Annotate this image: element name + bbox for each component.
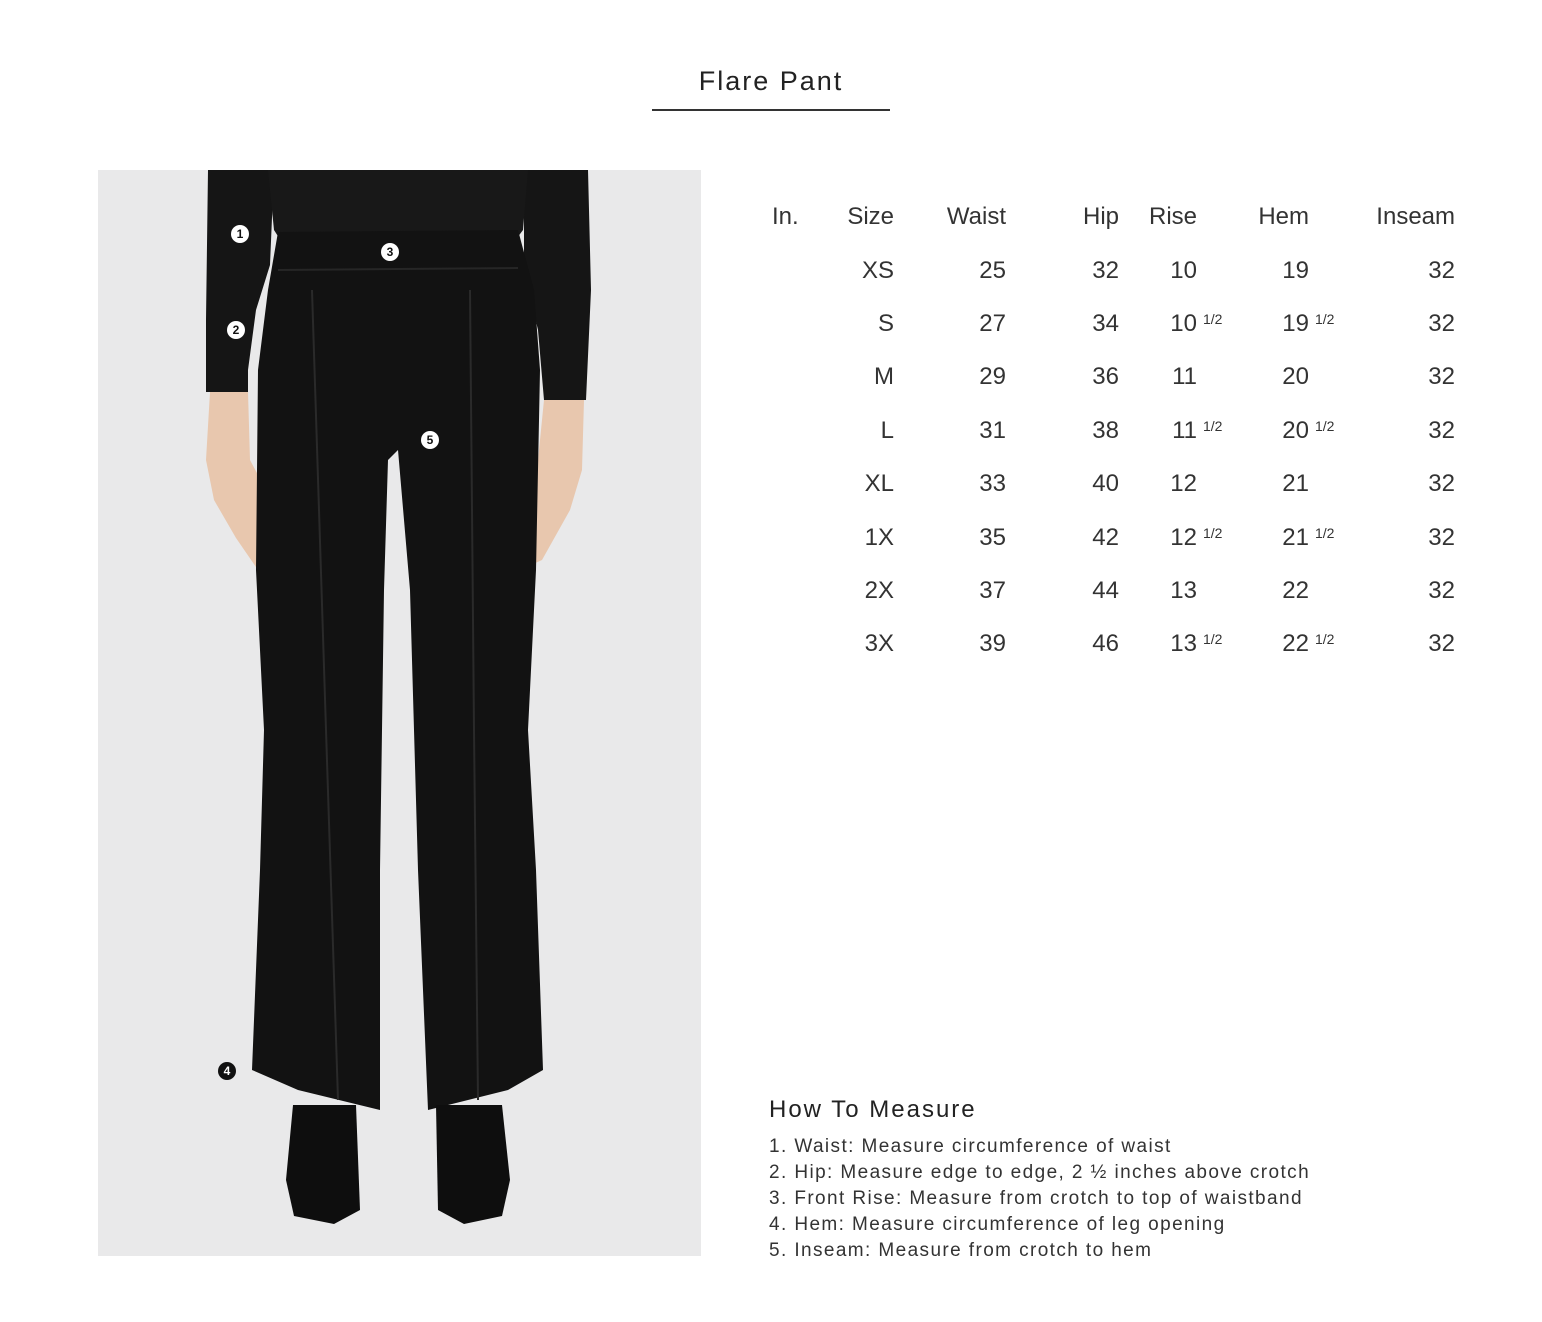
cell-waist: 37 bbox=[979, 577, 1006, 605]
header-hem: Hem bbox=[1258, 203, 1309, 230]
cell-hip: 38 bbox=[1092, 416, 1119, 444]
marker-4: 4 bbox=[218, 1062, 236, 1080]
cell-rise: 10 bbox=[1170, 256, 1197, 284]
table-row bbox=[760, 404, 1455, 457]
cell-in bbox=[760, 404, 828, 457]
table-row bbox=[760, 511, 1455, 564]
measure-item-inseam: 5. Inseam: Measure from crotch to hem bbox=[769, 1240, 1153, 1261]
marker-3: 3 bbox=[381, 243, 399, 261]
cell-inseam: 32 bbox=[1428, 256, 1455, 284]
cell-size: L bbox=[880, 416, 894, 444]
cell-hem: 21 bbox=[1282, 470, 1309, 498]
cell-hip: 46 bbox=[1092, 630, 1119, 658]
cell-waist: 27 bbox=[979, 310, 1006, 338]
cell-in bbox=[760, 351, 828, 404]
cell-waist: 31 bbox=[979, 416, 1006, 444]
cell-waist: 33 bbox=[979, 470, 1006, 498]
cell-size: XL bbox=[864, 470, 894, 498]
marker-2: 2 bbox=[227, 321, 245, 339]
table-row bbox=[760, 244, 1455, 297]
how-to-measure-title: How To Measure bbox=[769, 1096, 977, 1123]
cell-in bbox=[760, 458, 828, 511]
cell-size: S bbox=[877, 310, 894, 338]
cell-hem: 20 bbox=[1282, 363, 1309, 391]
cell-hem-fraction: 1/2 bbox=[1315, 524, 1335, 541]
cell-hem-fraction: 1/2 bbox=[1315, 417, 1335, 434]
cell-hip: 44 bbox=[1092, 577, 1119, 605]
cell-size: 1X bbox=[864, 523, 894, 551]
cell-in bbox=[760, 618, 828, 671]
model-illustration bbox=[98, 170, 701, 1256]
header-rise: Rise bbox=[1148, 203, 1197, 230]
cell-hem: 21 1/2 bbox=[1231, 511, 1343, 564]
cell-in bbox=[760, 511, 828, 564]
title-underline bbox=[652, 109, 890, 111]
cell-rise-fraction: 1/2 bbox=[1203, 417, 1223, 434]
cell-size: 2X bbox=[864, 577, 894, 605]
cell-size: 3X bbox=[864, 630, 894, 658]
measure-item-waist: 1. Waist: Measure circumference of waist bbox=[769, 1136, 1172, 1157]
cell-inseam: 32 bbox=[1428, 577, 1455, 605]
cell-hip: 40 bbox=[1092, 470, 1119, 498]
table-row bbox=[760, 618, 1455, 671]
cell-in bbox=[760, 244, 828, 297]
cell-hem: 19 1/2 bbox=[1231, 297, 1343, 350]
cell-hip: 42 bbox=[1092, 523, 1119, 551]
cell-hem: 19 bbox=[1282, 256, 1309, 284]
cell-rise: 11 1/2 bbox=[1119, 404, 1231, 457]
cell-rise-fraction: 1/2 bbox=[1203, 311, 1223, 328]
measure-item-rise: 3. Front Rise: Measure from crotch to top of waistband bbox=[769, 1188, 1303, 1209]
cell-rise-fraction: 1/2 bbox=[1203, 524, 1223, 541]
cell-size: M bbox=[874, 363, 894, 391]
marker-1: 1 bbox=[231, 225, 249, 243]
cell-rise: 10 1/2 bbox=[1119, 297, 1231, 350]
cell-inseam: 32 bbox=[1428, 470, 1455, 498]
cell-hip: 36 bbox=[1092, 363, 1119, 391]
size-chart-table bbox=[760, 190, 1455, 671]
cell-rise: 12 bbox=[1170, 470, 1197, 498]
table-row bbox=[760, 564, 1455, 617]
cell-rise: 13 1/2 bbox=[1119, 618, 1231, 671]
header-waist: Waist bbox=[946, 203, 1006, 230]
table-row bbox=[760, 458, 1455, 511]
cell-hem: 22 1/2 bbox=[1231, 618, 1343, 671]
cell-in bbox=[760, 564, 828, 617]
cell-inseam: 32 bbox=[1428, 416, 1455, 444]
measure-item-hem: 4. Hem: Measure circumference of leg opening bbox=[769, 1214, 1226, 1235]
cell-hip: 34 bbox=[1092, 310, 1119, 338]
cell-inseam: 32 bbox=[1428, 523, 1455, 551]
cell-in bbox=[760, 297, 828, 350]
product-photo bbox=[98, 170, 701, 1256]
cell-waist: 35 bbox=[979, 523, 1006, 551]
header-in: In. bbox=[772, 203, 799, 230]
cell-hem-fraction: 1/2 bbox=[1315, 631, 1335, 648]
table-header-row bbox=[760, 190, 1455, 244]
how-to-measure-list bbox=[769, 1134, 1310, 1264]
marker-5: 5 bbox=[421, 431, 439, 449]
cell-hem-fraction: 1/2 bbox=[1315, 311, 1335, 328]
cell-hem: 22 bbox=[1282, 577, 1309, 605]
cell-rise: 12 1/2 bbox=[1119, 511, 1231, 564]
cell-hem: 20 1/2 bbox=[1231, 404, 1343, 457]
header-size: Size bbox=[847, 203, 894, 230]
table-row bbox=[760, 297, 1455, 350]
page-title: Flare Pant bbox=[698, 66, 844, 96]
cell-waist: 25 bbox=[979, 256, 1006, 284]
cell-size: XS bbox=[861, 256, 894, 284]
table-row bbox=[760, 351, 1455, 404]
measure-item-hip: 2. Hip: Measure edge to edge, 2 ½ inches above crotch bbox=[769, 1162, 1311, 1183]
header-hip: Hip bbox=[1082, 203, 1119, 230]
cell-rise-fraction: 1/2 bbox=[1203, 631, 1223, 648]
cell-waist: 39 bbox=[979, 630, 1006, 658]
header-inseam: Inseam bbox=[1376, 203, 1455, 230]
cell-inseam: 32 bbox=[1428, 630, 1455, 658]
cell-inseam: 32 bbox=[1428, 363, 1455, 391]
cell-waist: 29 bbox=[979, 363, 1006, 391]
cell-rise: 13 bbox=[1170, 577, 1197, 605]
cell-inseam: 32 bbox=[1428, 310, 1455, 338]
cell-hip: 32 bbox=[1092, 256, 1119, 284]
cell-rise: 11 bbox=[1172, 363, 1197, 391]
